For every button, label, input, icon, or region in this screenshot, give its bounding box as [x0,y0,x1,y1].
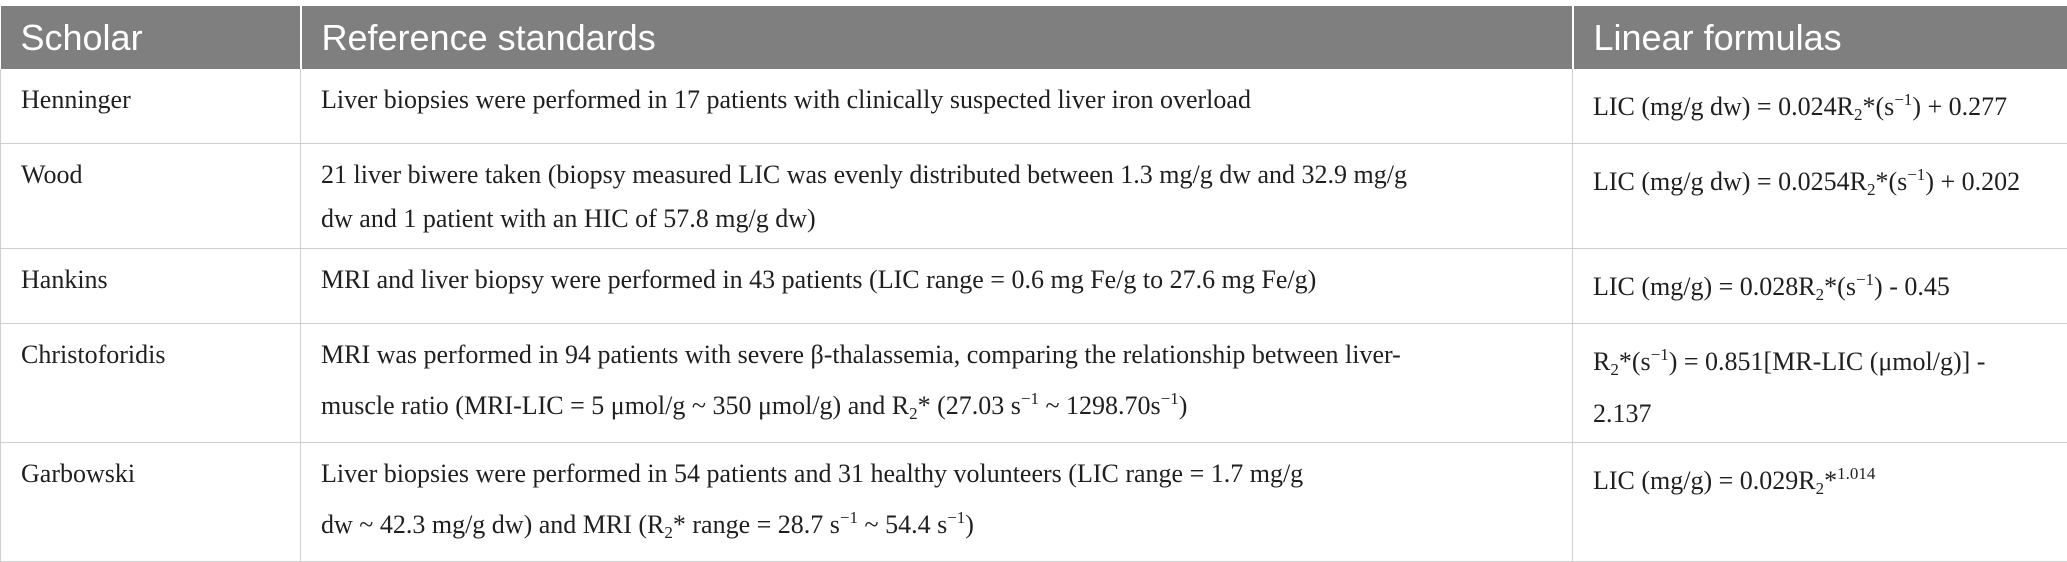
formula-text: *(s [1619,347,1651,376]
formula-subscript: 2 [1816,285,1825,304]
formula-cell [1573,249,2067,324]
formula-cell [1573,144,2067,249]
formula-subscript: 2 [1816,479,1825,498]
header-reference-standards: Reference standards [301,6,1573,69]
scholar-cell: Hankins [1,249,301,324]
formula-text: ) - 0.45 [1874,272,1950,301]
formula-text: LIC (mg/g) = 0.029R [1593,466,1816,495]
formula-text: ) + 0.202 [1925,167,2020,196]
formula-subscript: 2 [1867,180,1876,199]
reference-superscript: −1 [947,508,965,527]
reference-cell: MRI and liver biopsy were performed in 43 patients (LIC range = 0.6 mg Fe/g to 27.6 mg Fe/g) [301,249,1573,324]
table-row [1,69,2067,144]
formula-text: ) = 0.851[MR-LIC (μmol/g)] - 2.137 [1593,347,1985,428]
formula-subscript: 2 [1610,360,1619,379]
header-row [1,6,2067,69]
formula-text: LIC (mg/g dw) = 0.0254R [1593,167,1867,196]
reference-cell: Liver biopsies were performed in 17 patients with clinically suspected liver iron overload [301,69,1573,144]
liver-iron-formula-table [0,6,2067,562]
formula-superscript: −1 [1894,90,1912,109]
scholar-cell: Henninger [1,69,301,144]
formula-text: LIC (mg/g dw) = 0.024R [1593,92,1854,121]
table-row [1,249,2067,324]
reference-text: ) [965,510,974,539]
scholar-cell: Christoforidis [1,324,301,443]
reference-subscript: 2 [909,404,918,423]
table-row [1,443,2067,562]
reference-superscript: −1 [1161,389,1179,408]
reference-text: * (27.03 s [918,391,1021,420]
formula-cell [1573,69,2067,144]
header-linear-formulas: Linear formulas [1573,6,2067,69]
reference-superscript: −1 [840,508,858,527]
formula-text: *(s [1824,272,1856,301]
formula-cell [1573,324,2067,443]
reference-subscript: 2 [664,523,673,542]
formula-superscript: 1.014 [1837,464,1875,483]
table-body [1,69,2067,562]
formula-text: ) + 0.277 [1912,92,2007,121]
reference-text: MRI was performed in 94 patients with severe β-thalassemia, comparing the relationship between liver- muscle ratio (MRI-LIC = 5 μmol/g ~ 350 μmol/g) and R [321,340,1401,420]
formula-text: * [1824,466,1837,495]
formula-cell [1573,443,2067,562]
formula-superscript: −1 [1907,165,1925,184]
reference-text: ) [1179,391,1188,420]
reference-text: * range = 28.7 s [673,510,840,539]
reference-text: ~ 54.4 s [858,510,947,539]
table-row [1,324,2067,443]
reference-cell: 21 liver biwere taken (biopsy measured LIC was evenly distributed between 1.3 mg/g dw and 32.9 mg/g dw and 1 patient with an HIC of 57.8 mg/g dw) [301,144,1573,249]
reference-text: Liver biopsies were performed in 54 patients and 31 healthy volunteers (LIC range = 1.7 mg/g dw ~ 42.3 mg/g dw) and MRI (R [321,459,1303,539]
reference-cell [301,443,1573,562]
formula-superscript: −1 [1856,270,1874,289]
scholar-cell: Garbowski [1,443,301,562]
formula-table-container [0,6,2067,562]
formula-subscript: 2 [1854,105,1863,124]
reference-cell [301,324,1573,443]
table-row [1,144,2067,249]
header-scholar: Scholar [1,6,301,69]
table-header [1,6,2067,69]
formula-text: R [1593,347,1610,376]
formula-superscript: −1 [1651,345,1669,364]
reference-text: ~ 1298.70s [1039,391,1161,420]
reference-superscript: −1 [1021,389,1039,408]
formula-text: *(s [1875,167,1907,196]
formula-text: LIC (mg/g) = 0.028R [1593,272,1816,301]
scholar-cell: Wood [1,144,301,249]
formula-text: *(s [1862,92,1894,121]
